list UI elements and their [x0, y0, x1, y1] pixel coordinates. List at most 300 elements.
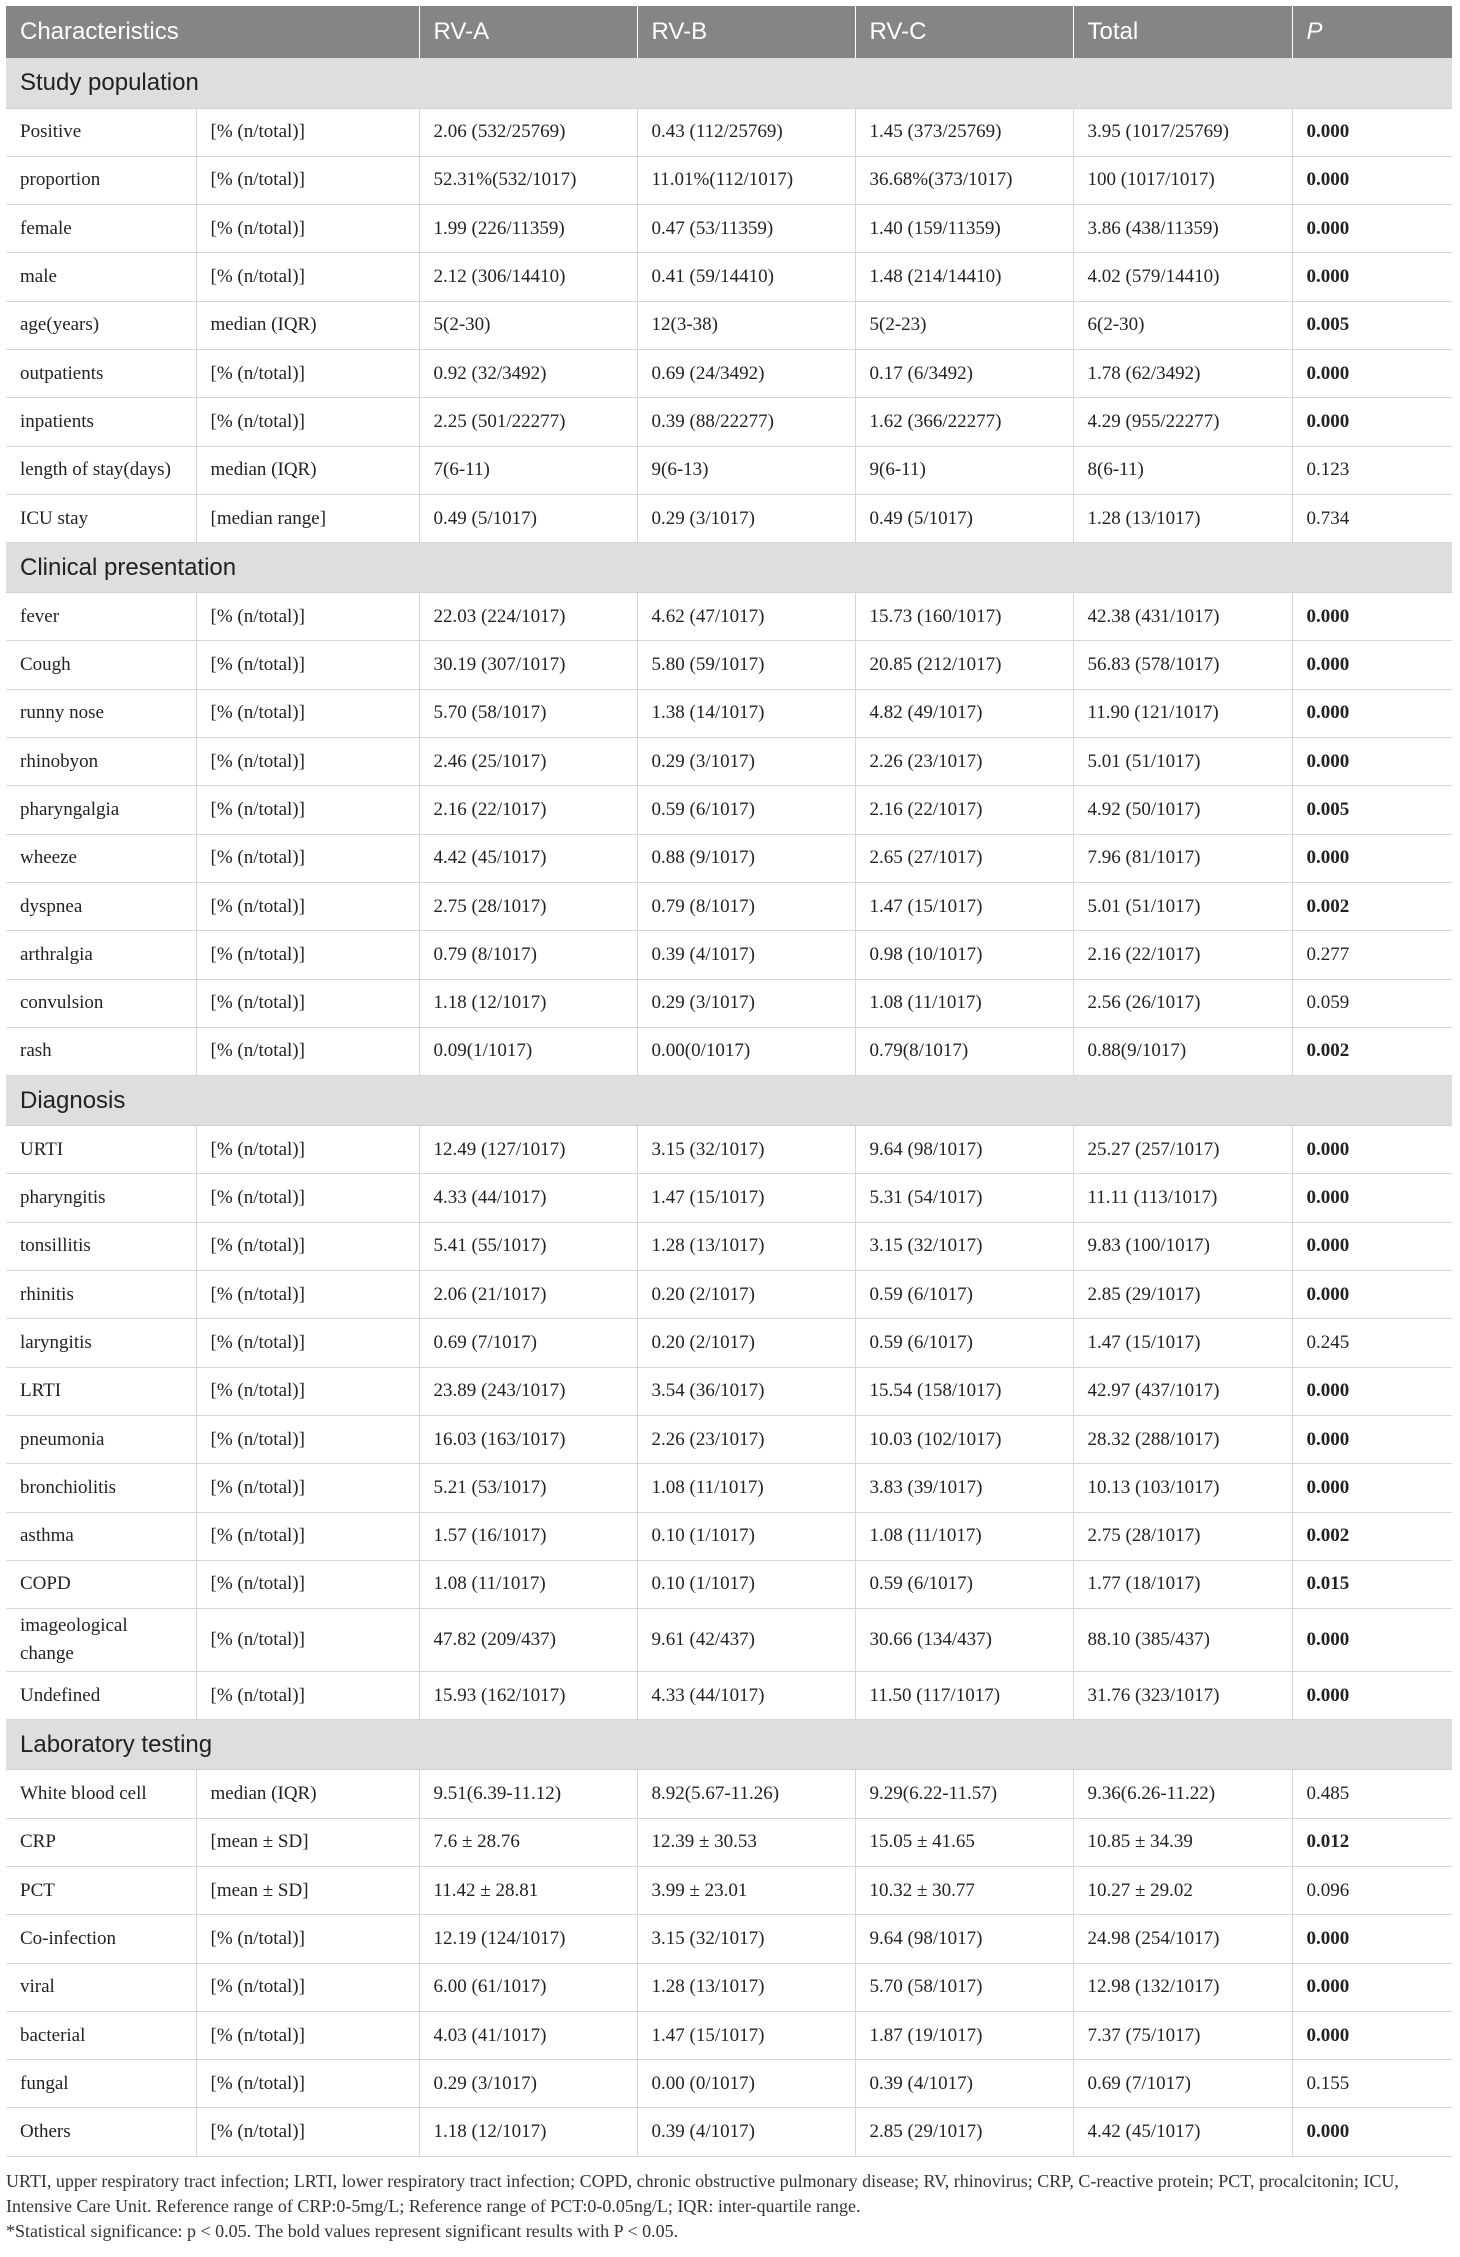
- row-total: 2.16 (22/1017): [1073, 931, 1292, 979]
- row-p-value: 0.096: [1292, 1867, 1452, 1915]
- row-total: 1.28 (13/1017): [1073, 494, 1292, 542]
- row-rv-b: 0.39 (88/22277): [637, 398, 855, 446]
- row-rv-a: 4.33 (44/1017): [419, 1174, 637, 1222]
- row-unit: [% (n/total)]: [196, 1367, 419, 1415]
- row-rv-b: 0.59 (6/1017): [637, 786, 855, 834]
- row-rv-b: 4.33 (44/1017): [637, 1672, 855, 1720]
- row-total: 24.98 (254/1017): [1073, 1915, 1292, 1963]
- row-p-value: 0.000: [1292, 738, 1452, 786]
- row-p-value: 0.005: [1292, 301, 1452, 349]
- row-rv-c: 0.49 (5/1017): [855, 494, 1073, 542]
- row-rv-a: 5.70 (58/1017): [419, 689, 637, 737]
- table-row: [6, 641, 1452, 689]
- table-row: [6, 349, 1452, 397]
- table-row: [6, 1963, 1452, 2011]
- row-unit: [% (n/total)]: [196, 2108, 419, 2156]
- row-p-value: 0.000: [1292, 1222, 1452, 1270]
- row-total: 10.27 ± 29.02: [1073, 1867, 1292, 1915]
- row-rv-b: 0.39 (4/1017): [637, 931, 855, 979]
- row-rv-a: 2.06 (21/1017): [419, 1271, 637, 1319]
- row-unit: [% (n/total)]: [196, 108, 419, 156]
- row-unit: [% (n/total)]: [196, 1512, 419, 1560]
- row-p-value: 0.002: [1292, 1027, 1452, 1075]
- row-total: 1.78 (62/3492): [1073, 349, 1292, 397]
- row-total: 0.69 (7/1017): [1073, 2060, 1292, 2108]
- row-total: 5.01 (51/1017): [1073, 738, 1292, 786]
- row-total: 1.77 (18/1017): [1073, 1560, 1292, 1608]
- row-characteristic: pharyngalgia: [6, 786, 196, 834]
- row-rv-b: 0.20 (2/1017): [637, 1319, 855, 1367]
- row-p-value: 0.277: [1292, 931, 1452, 979]
- row-rv-b: 0.47 (53/11359): [637, 205, 855, 253]
- row-p-value: 0.000: [1292, 156, 1452, 204]
- row-total: 3.95 (1017/25769): [1073, 108, 1292, 156]
- row-unit: [% (n/total)]: [196, 2011, 419, 2059]
- table-row: [6, 1367, 1452, 1415]
- row-characteristic: inpatients: [6, 398, 196, 446]
- row-rv-b: 1.47 (15/1017): [637, 2011, 855, 2059]
- row-p-value: 0.059: [1292, 979, 1452, 1027]
- row-p-value: 0.000: [1292, 689, 1452, 737]
- row-total: 3.86 (438/11359): [1073, 205, 1292, 253]
- row-rv-b: 0.39 (4/1017): [637, 2108, 855, 2156]
- row-total: 31.76 (323/1017): [1073, 1672, 1292, 1720]
- row-rv-b: 0.29 (3/1017): [637, 494, 855, 542]
- row-unit: [% (n/total)]: [196, 1415, 419, 1463]
- row-rv-a: 0.69 (7/1017): [419, 1319, 637, 1367]
- row-rv-c: 4.82 (49/1017): [855, 689, 1073, 737]
- row-unit: median (IQR): [196, 1770, 419, 1818]
- footnote-significance: *Statistical significance: p < 0.05. The bold values represent significant results with P < 0.05.: [6, 2220, 679, 2241]
- row-rv-a: 12.19 (124/1017): [419, 1915, 637, 1963]
- table-row: [6, 1915, 1452, 1963]
- row-characteristic: age(years): [6, 301, 196, 349]
- characteristics-table: [6, 6, 1452, 2157]
- row-p-value: 0.485: [1292, 1770, 1452, 1818]
- row-rv-b: 3.99 ± 23.01: [637, 1867, 855, 1915]
- row-total: 2.85 (29/1017): [1073, 1271, 1292, 1319]
- table-row: [6, 1222, 1452, 1270]
- table-row: [6, 2011, 1452, 2059]
- row-rv-b: 1.28 (13/1017): [637, 1222, 855, 1270]
- row-rv-a: 4.42 (45/1017): [419, 834, 637, 882]
- row-p-value: 0.005: [1292, 786, 1452, 834]
- row-rv-a: 4.03 (41/1017): [419, 2011, 637, 2059]
- row-rv-c: 0.59 (6/1017): [855, 1319, 1073, 1367]
- row-rv-a: 5(2-30): [419, 301, 637, 349]
- row-rv-c: 2.65 (27/1017): [855, 834, 1073, 882]
- row-rv-c: 1.62 (366/22277): [855, 398, 1073, 446]
- row-rv-c: 20.85 (212/1017): [855, 641, 1073, 689]
- row-rv-a: 9.51(6.39-11.12): [419, 1770, 637, 1818]
- row-total: 2.75 (28/1017): [1073, 1512, 1292, 1560]
- row-rv-b: 0.20 (2/1017): [637, 1271, 855, 1319]
- row-characteristic: COPD: [6, 1560, 196, 1608]
- row-rv-a: 1.57 (16/1017): [419, 1512, 637, 1560]
- row-p-value: 0.012: [1292, 1818, 1452, 1866]
- row-rv-b: 0.10 (1/1017): [637, 1512, 855, 1560]
- row-rv-c: 2.85 (29/1017): [855, 2108, 1073, 2156]
- table-row: [6, 689, 1452, 737]
- row-rv-a: 30.19 (307/1017): [419, 641, 637, 689]
- table-row: [6, 931, 1452, 979]
- row-total: 11.90 (121/1017): [1073, 689, 1292, 737]
- row-rv-a: 2.46 (25/1017): [419, 738, 637, 786]
- row-characteristic: outpatients: [6, 349, 196, 397]
- row-rv-a: 12.49 (127/1017): [419, 1126, 637, 1174]
- row-rv-c: 11.50 (117/1017): [855, 1672, 1073, 1720]
- row-rv-b: 2.26 (23/1017): [637, 1415, 855, 1463]
- row-rv-a: 1.18 (12/1017): [419, 979, 637, 1027]
- row-rv-c: 1.48 (214/14410): [855, 253, 1073, 301]
- table-body: [6, 58, 1452, 2156]
- section-header-row: [6, 543, 1452, 593]
- section-title: Study population: [6, 58, 1452, 108]
- table-row: [6, 1609, 1452, 1672]
- header-row: [6, 6, 1452, 58]
- row-characteristic: PCT: [6, 1867, 196, 1915]
- row-rv-b: 0.00(0/1017): [637, 1027, 855, 1075]
- row-unit: [% (n/total)]: [196, 1174, 419, 1222]
- row-total: 100 (1017/1017): [1073, 156, 1292, 204]
- table-row: [6, 1672, 1452, 1720]
- table-row: [6, 2108, 1452, 2156]
- row-p-value: 0.000: [1292, 1367, 1452, 1415]
- row-rv-c: 9(6-11): [855, 446, 1073, 494]
- row-characteristic: pharyngitis: [6, 1174, 196, 1222]
- row-rv-a: 2.16 (22/1017): [419, 786, 637, 834]
- section-header-row: [6, 58, 1452, 108]
- section-header-row: [6, 1720, 1452, 1770]
- row-rv-c: 1.08 (11/1017): [855, 1512, 1073, 1560]
- row-rv-c: 1.08 (11/1017): [855, 979, 1073, 1027]
- row-unit: [% (n/total)]: [196, 205, 419, 253]
- row-rv-a: 1.18 (12/1017): [419, 2108, 637, 2156]
- row-rv-a: 23.89 (243/1017): [419, 1367, 637, 1415]
- row-unit: median (IQR): [196, 446, 419, 494]
- row-rv-c: 5.31 (54/1017): [855, 1174, 1073, 1222]
- row-rv-b: 9(6-13): [637, 446, 855, 494]
- row-characteristic: asthma: [6, 1512, 196, 1560]
- row-characteristic: bronchiolitis: [6, 1464, 196, 1512]
- row-rv-b: 0.29 (3/1017): [637, 979, 855, 1027]
- row-rv-a: 22.03 (224/1017): [419, 593, 637, 641]
- row-characteristic: rash: [6, 1027, 196, 1075]
- row-rv-c: 0.79(8/1017): [855, 1027, 1073, 1075]
- table-header: [6, 6, 1452, 58]
- row-rv-c: 30.66 (134/437): [855, 1609, 1073, 1672]
- row-rv-c: 0.17 (6/3492): [855, 349, 1073, 397]
- table-row: [6, 301, 1452, 349]
- row-rv-c: 10.03 (102/1017): [855, 1415, 1073, 1463]
- table-row: [6, 205, 1452, 253]
- table-row: [6, 446, 1452, 494]
- row-characteristic: rhinobyon: [6, 738, 196, 786]
- row-rv-c: 1.47 (15/1017): [855, 882, 1073, 930]
- row-characteristic: fungal: [6, 2060, 196, 2108]
- row-rv-b: 0.69 (24/3492): [637, 349, 855, 397]
- row-total: 10.85 ± 34.39: [1073, 1818, 1292, 1866]
- row-total: 0.88(9/1017): [1073, 1027, 1292, 1075]
- row-rv-a: 0.92 (32/3492): [419, 349, 637, 397]
- header-p-value: P: [1292, 6, 1452, 58]
- row-p-value: 0.000: [1292, 834, 1452, 882]
- row-total: 1.47 (15/1017): [1073, 1319, 1292, 1367]
- row-rv-b: 5.80 (59/1017): [637, 641, 855, 689]
- row-total: 7.37 (75/1017): [1073, 2011, 1292, 2059]
- row-characteristic: bacterial: [6, 2011, 196, 2059]
- row-p-value: 0.000: [1292, 1174, 1452, 1222]
- row-rv-a: 15.93 (162/1017): [419, 1672, 637, 1720]
- footnotes: [6, 2169, 1452, 2244]
- table-row: [6, 108, 1452, 156]
- row-p-value: 0.000: [1292, 1609, 1452, 1672]
- table-row: [6, 593, 1452, 641]
- row-p-value: 0.000: [1292, 1963, 1452, 2011]
- row-unit: [% (n/total)]: [196, 1319, 419, 1367]
- table-row: [6, 156, 1452, 204]
- row-unit: [% (n/total)]: [196, 1027, 419, 1075]
- row-rv-b: 3.15 (32/1017): [637, 1915, 855, 1963]
- table-row: [6, 1770, 1452, 1818]
- row-p-value: 0.000: [1292, 2011, 1452, 2059]
- row-total: 5.01 (51/1017): [1073, 882, 1292, 930]
- row-rv-b: 0.88 (9/1017): [637, 834, 855, 882]
- row-total: 11.11 (113/1017): [1073, 1174, 1292, 1222]
- row-p-value: 0.734: [1292, 494, 1452, 542]
- row-rv-a: 2.75 (28/1017): [419, 882, 637, 930]
- row-p-value: 0.000: [1292, 253, 1452, 301]
- row-p-value: 0.000: [1292, 1271, 1452, 1319]
- row-p-value: 0.000: [1292, 108, 1452, 156]
- row-total: 10.13 (103/1017): [1073, 1464, 1292, 1512]
- row-rv-a: 11.42 ± 28.81: [419, 1867, 637, 1915]
- table-row: [6, 834, 1452, 882]
- row-rv-b: 3.54 (36/1017): [637, 1367, 855, 1415]
- row-p-value: 0.000: [1292, 1672, 1452, 1720]
- row-unit: [% (n/total)]: [196, 2060, 419, 2108]
- row-characteristic: rhinitis: [6, 1271, 196, 1319]
- row-rv-c: 3.15 (32/1017): [855, 1222, 1073, 1270]
- row-total: 56.83 (578/1017): [1073, 641, 1292, 689]
- row-rv-a: 2.12 (306/14410): [419, 253, 637, 301]
- table-row: [6, 2060, 1452, 2108]
- row-p-value: 0.015: [1292, 1560, 1452, 1608]
- row-rv-a: 7.6 ± 28.76: [419, 1818, 637, 1866]
- header-rv-a: RV-A: [419, 6, 637, 58]
- table-row: [6, 1415, 1452, 1463]
- row-unit: [% (n/total)]: [196, 349, 419, 397]
- row-rv-b: 0.79 (8/1017): [637, 882, 855, 930]
- row-total: 2.56 (26/1017): [1073, 979, 1292, 1027]
- row-rv-b: 12(3-38): [637, 301, 855, 349]
- table-row: [6, 1174, 1452, 1222]
- row-characteristic: Co-infection: [6, 1915, 196, 1963]
- section-title: Diagnosis: [6, 1076, 1452, 1126]
- table-row: [6, 1319, 1452, 1367]
- row-total: 9.36(6.26-11.22): [1073, 1770, 1292, 1818]
- row-characteristic: tonsillitis: [6, 1222, 196, 1270]
- row-characteristic: Undefined: [6, 1672, 196, 1720]
- row-unit: [% (n/total)]: [196, 931, 419, 979]
- row-characteristic: URTI: [6, 1126, 196, 1174]
- row-unit: [% (n/total)]: [196, 641, 419, 689]
- row-rv-b: 0.00 (0/1017): [637, 2060, 855, 2108]
- table-row: [6, 882, 1452, 930]
- row-p-value: 0.002: [1292, 1512, 1452, 1560]
- row-rv-b: 12.39 ± 30.53: [637, 1818, 855, 1866]
- row-characteristic: ICU stay: [6, 494, 196, 542]
- row-p-value: 0.000: [1292, 641, 1452, 689]
- footnote-abbreviations: URTI, upper respiratory tract infection; LRTI, lower respiratory tract infection; COPD, chronic obstructive pulmonary disease; RV, rhinovirus; CRP, C-reactive protein; PCT, procalcitonin; ICU, Intensive Care Unit. Reference range of CRP:0-5mg/L; Reference range of PCT:0-0.05ng/L; IQR: inter-quartile range.: [6, 2170, 1399, 2216]
- table-row: [6, 1560, 1452, 1608]
- row-rv-b: 11.01%(112/1017): [637, 156, 855, 204]
- row-characteristic: length of stay(days): [6, 446, 196, 494]
- row-unit: [% (n/total)]: [196, 1222, 419, 1270]
- row-rv-b: 0.29 (3/1017): [637, 738, 855, 786]
- row-rv-c: 15.05 ± 41.65: [855, 1818, 1073, 1866]
- row-characteristic: imageological change: [6, 1609, 196, 1672]
- row-unit: [% (n/total)]: [196, 1126, 419, 1174]
- header-rv-c: RV-C: [855, 6, 1073, 58]
- row-total: 42.97 (437/1017): [1073, 1367, 1292, 1415]
- row-unit: [mean ± SD]: [196, 1818, 419, 1866]
- row-rv-c: 9.29(6.22-11.57): [855, 1770, 1073, 1818]
- table-row: [6, 786, 1452, 834]
- row-total: 8(6-11): [1073, 446, 1292, 494]
- header-characteristics: Characteristics: [6, 6, 419, 58]
- row-characteristic: male: [6, 253, 196, 301]
- table-row: [6, 1271, 1452, 1319]
- table-row: [6, 398, 1452, 446]
- row-unit: [% (n/total)]: [196, 156, 419, 204]
- row-unit: [% (n/total)]: [196, 1271, 419, 1319]
- section-title: Clinical presentation: [6, 543, 1452, 593]
- table-row: [6, 1027, 1452, 1075]
- row-total: 7.96 (81/1017): [1073, 834, 1292, 882]
- row-rv-c: 3.83 (39/1017): [855, 1464, 1073, 1512]
- row-p-value: 0.245: [1292, 1319, 1452, 1367]
- row-rv-a: 2.06 (532/25769): [419, 108, 637, 156]
- row-total: 4.92 (50/1017): [1073, 786, 1292, 834]
- row-total: 25.27 (257/1017): [1073, 1126, 1292, 1174]
- row-total: 4.02 (579/14410): [1073, 253, 1292, 301]
- section-header-row: [6, 1076, 1452, 1126]
- row-total: 4.29 (955/22277): [1073, 398, 1292, 446]
- table-row: [6, 253, 1452, 301]
- table-row: [6, 1512, 1452, 1560]
- row-rv-a: 0.09(1/1017): [419, 1027, 637, 1075]
- row-characteristic: Cough: [6, 641, 196, 689]
- row-rv-c: 5(2-23): [855, 301, 1073, 349]
- row-characteristic: viral: [6, 1963, 196, 2011]
- row-rv-c: 36.68%(373/1017): [855, 156, 1073, 204]
- row-rv-a: 0.79 (8/1017): [419, 931, 637, 979]
- row-rv-b: 3.15 (32/1017): [637, 1126, 855, 1174]
- row-characteristic: wheeze: [6, 834, 196, 882]
- row-characteristic: runny nose: [6, 689, 196, 737]
- table-row: [6, 1126, 1452, 1174]
- row-unit: [% (n/total)]: [196, 1963, 419, 2011]
- row-p-value: 0.000: [1292, 349, 1452, 397]
- table-row: [6, 979, 1452, 1027]
- table-row: [6, 1818, 1452, 1866]
- row-rv-a: 0.29 (3/1017): [419, 2060, 637, 2108]
- row-rv-a: 1.99 (226/11359): [419, 205, 637, 253]
- row-p-value: 0.000: [1292, 1126, 1452, 1174]
- row-rv-b: 1.47 (15/1017): [637, 1174, 855, 1222]
- row-p-value: 0.123: [1292, 446, 1452, 494]
- row-rv-b: 0.10 (1/1017): [637, 1560, 855, 1608]
- table-row: [6, 738, 1452, 786]
- row-unit: [% (n/total)]: [196, 834, 419, 882]
- row-rv-c: 2.16 (22/1017): [855, 786, 1073, 834]
- row-rv-a: 1.08 (11/1017): [419, 1560, 637, 1608]
- row-rv-c: 1.45 (373/25769): [855, 108, 1073, 156]
- row-rv-c: 10.32 ± 30.77: [855, 1867, 1073, 1915]
- row-unit: [% (n/total)]: [196, 253, 419, 301]
- row-p-value: 0.000: [1292, 1464, 1452, 1512]
- row-rv-a: 2.25 (501/22277): [419, 398, 637, 446]
- row-rv-c: 2.26 (23/1017): [855, 738, 1073, 786]
- row-characteristic: White blood cell: [6, 1770, 196, 1818]
- header-total: Total: [1073, 6, 1292, 58]
- row-total: 88.10 (385/437): [1073, 1609, 1292, 1672]
- row-characteristic: Positive: [6, 108, 196, 156]
- row-total: 4.42 (45/1017): [1073, 2108, 1292, 2156]
- row-rv-c: 15.54 (158/1017): [855, 1367, 1073, 1415]
- row-characteristic: Others: [6, 2108, 196, 2156]
- row-unit: [% (n/total)]: [196, 398, 419, 446]
- row-unit: [% (n/total)]: [196, 689, 419, 737]
- row-unit: [median range]: [196, 494, 419, 542]
- row-rv-c: 5.70 (58/1017): [855, 1963, 1073, 2011]
- row-total: 6(2-30): [1073, 301, 1292, 349]
- row-rv-a: 47.82 (209/437): [419, 1609, 637, 1672]
- row-rv-c: 0.59 (6/1017): [855, 1271, 1073, 1319]
- row-characteristic: pneumonia: [6, 1415, 196, 1463]
- row-unit: [% (n/total)]: [196, 786, 419, 834]
- row-rv-b: 0.43 (112/25769): [637, 108, 855, 156]
- row-characteristic: CRP: [6, 1818, 196, 1866]
- row-rv-b: 1.28 (13/1017): [637, 1963, 855, 2011]
- row-p-value: 0.000: [1292, 1415, 1452, 1463]
- row-rv-a: 5.41 (55/1017): [419, 1222, 637, 1270]
- row-characteristic: convulsion: [6, 979, 196, 1027]
- row-characteristic: arthralgia: [6, 931, 196, 979]
- row-rv-c: 1.87 (19/1017): [855, 2011, 1073, 2059]
- row-characteristic: LRTI: [6, 1367, 196, 1415]
- row-characteristic: laryngitis: [6, 1319, 196, 1367]
- row-p-value: 0.000: [1292, 398, 1452, 446]
- row-unit: [% (n/total)]: [196, 1915, 419, 1963]
- row-p-value: 0.000: [1292, 205, 1452, 253]
- row-rv-a: 5.21 (53/1017): [419, 1464, 637, 1512]
- table-row: [6, 494, 1452, 542]
- row-total: 42.38 (431/1017): [1073, 593, 1292, 641]
- row-rv-c: 15.73 (160/1017): [855, 593, 1073, 641]
- row-rv-c: 0.59 (6/1017): [855, 1560, 1073, 1608]
- row-characteristic: fever: [6, 593, 196, 641]
- row-rv-b: 4.62 (47/1017): [637, 593, 855, 641]
- row-unit: [% (n/total)]: [196, 738, 419, 786]
- table-row: [6, 1464, 1452, 1512]
- row-characteristic: dyspnea: [6, 882, 196, 930]
- row-unit: [% (n/total)]: [196, 1464, 419, 1512]
- row-total: 28.32 (288/1017): [1073, 1415, 1292, 1463]
- row-rv-a: 6.00 (61/1017): [419, 1963, 637, 2011]
- row-rv-a: 16.03 (163/1017): [419, 1415, 637, 1463]
